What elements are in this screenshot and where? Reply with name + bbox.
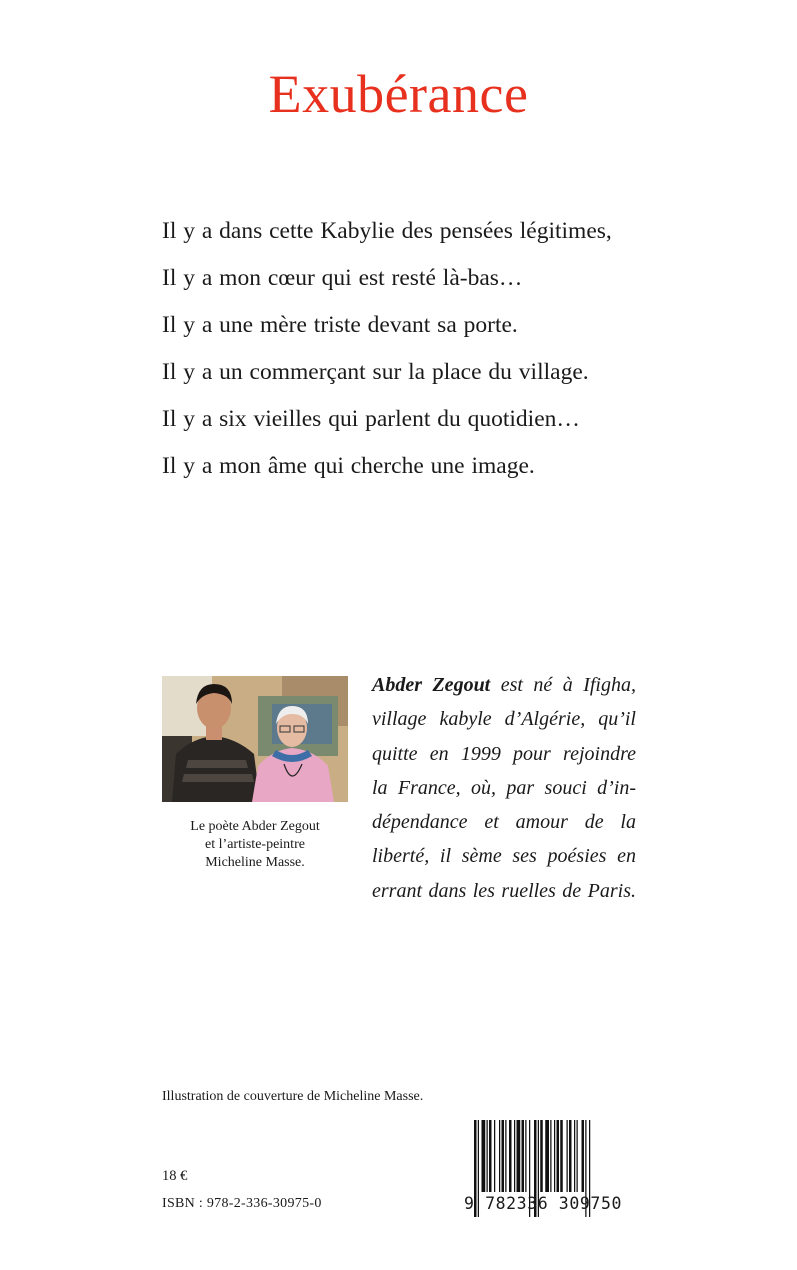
poem-line: Il y a un commerçant sur la place du village. [162,359,589,385]
barcode-bar [545,1120,549,1192]
poem-line: Il y a dans cette Kabylie des pensées légitimes, [162,218,612,244]
barcode-bar [557,1120,560,1192]
bio-line: village kabyle d’Algérie, qu’il [372,708,636,731]
barcode-bar [517,1120,521,1192]
barcode-bar [499,1120,500,1192]
barcode-bar [560,1120,563,1192]
barcode-bar [540,1120,543,1192]
barcode-bar [487,1120,488,1192]
barcode-bar [522,1120,525,1192]
barcode-bar [577,1120,578,1192]
barcode-bar [567,1120,568,1192]
barcode-bar [494,1120,495,1192]
barcode-bar [574,1120,575,1192]
barcode-bar [582,1120,585,1192]
barcode-bar [550,1120,551,1192]
photo-caption [162,818,348,872]
poem-excerpt [162,216,682,498]
barcode-bar [569,1120,572,1192]
book-title: Exubérance [268,64,529,124]
illustration-credit: Illustration de couverture de Micheline Masse. [162,1089,424,1104]
caption-line: Micheline Masse. [205,855,305,870]
bio-line: la France, où, par souci d’in- [372,776,636,799]
author-name: Abder Zegout [372,674,491,696]
barcode-bar [505,1120,506,1192]
isbn: ISBN : 978-2-336-30975-0 [162,1196,322,1211]
barcode-digits: 9 782336 309750 [464,1194,623,1213]
bio-first-line-rest: est né à Ifigha, [490,674,636,696]
price: 18 € [162,1168,188,1184]
poem-line: Il y a une mère triste devant sa porte. [162,312,518,338]
barcode-bar [502,1120,505,1192]
poem-line: Il y a six vieilles qui parlent du quotidien… [162,406,580,432]
caption-line: et l’artiste-peintre [205,837,305,852]
poem-line: Il y a mon âme qui cherche une image. [162,453,535,479]
bio-line: errant dans les ruelles de Paris. [372,879,636,902]
barcode-bar [514,1120,515,1192]
poem-line: Il y a mon cœur qui est resté là-bas… [162,265,523,291]
author-bio [372,668,636,908]
caption-line: Le poète Abder Zegout [190,819,320,834]
barcode-bar [489,1120,492,1192]
bio-line: quitte en 1999 pour rejoindre [372,742,636,765]
barcode-bar [525,1120,526,1192]
author-photo [162,676,348,802]
bio-line [372,668,636,702]
barcode-bar [509,1120,512,1192]
bio-line: dépendance et amour de la [372,811,636,834]
barcode-bar [482,1120,486,1192]
bio-line: liberté, il sème ses poésies en [372,845,636,868]
barcode-bar [554,1120,555,1192]
